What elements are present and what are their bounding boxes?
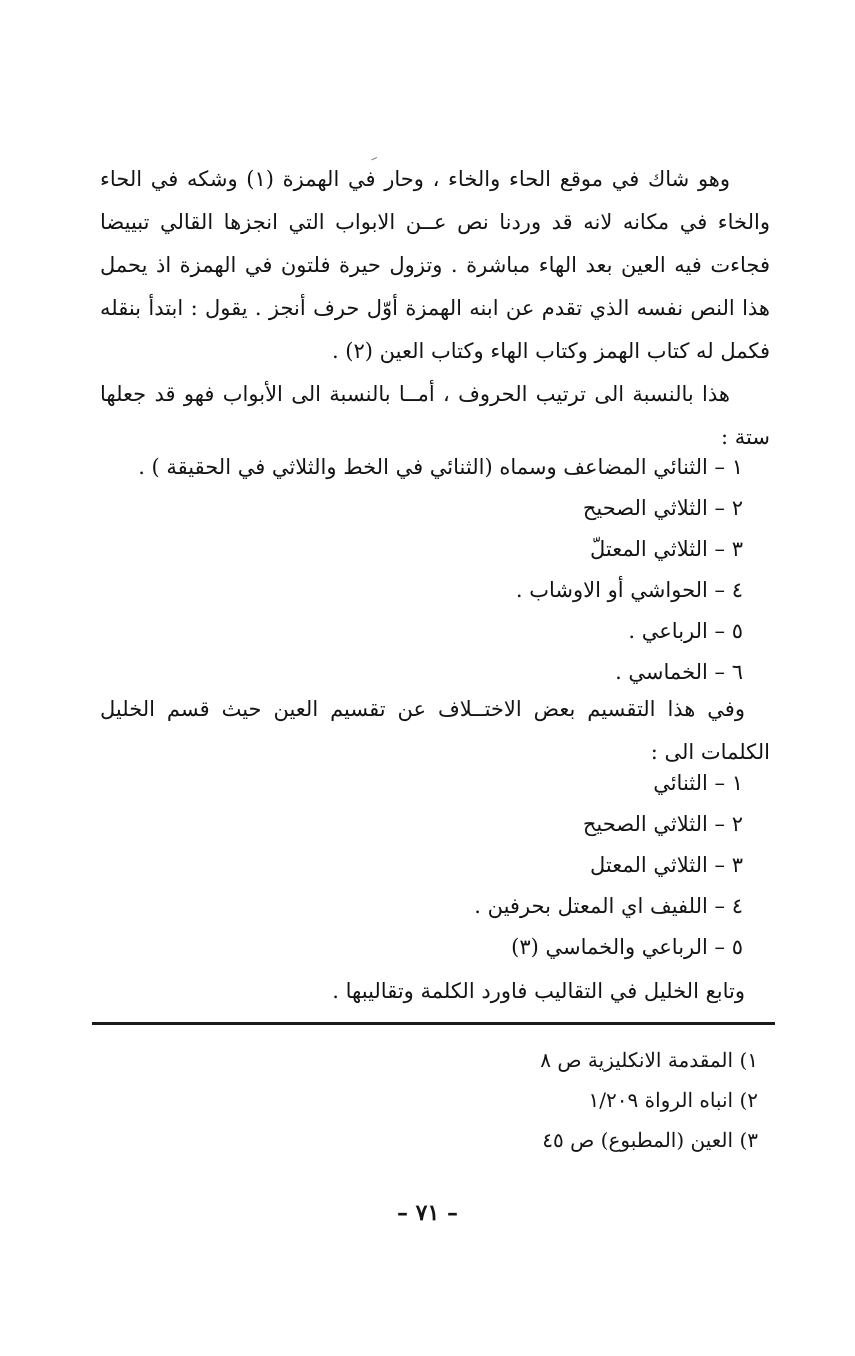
footnote-item: ٢) انباه الرواة ١/٢٠٩ bbox=[588, 1088, 758, 1112]
list-item: ٤ – الحواشي أو الاوشاب . bbox=[515, 578, 743, 602]
list-item: ٤ – اللفيف اي المعتل بحرفين . bbox=[474, 894, 743, 918]
footnote-divider bbox=[92, 1022, 775, 1025]
paragraph-4: وتابع الخليل في التقاليب فاورد الكلمة وتقاليبها . bbox=[332, 979, 745, 1003]
paragraph-3: وفي هذا التقسيم بعض الاختــلاف عن تقسيم العين حيث قسم الخليل الكلمات الى : bbox=[100, 697, 770, 764]
list-item: ٥ – الرباعي . bbox=[628, 619, 743, 643]
word-types-list bbox=[474, 763, 743, 968]
paragraph-2: هذا بالنسبة الى ترتيب الحروف ، أمــا بالنسبة الى الأبواب فهو قد جعلها ستة : bbox=[100, 382, 770, 449]
paragraph-1: وهو شاك في موقع الحاء والخاء ، وحار في الهمزة (١) وشكه في الحاء والخاء في مكانه لانه قد وردنا نص عــن الابواب التي انجزها القالي تبييضا فجاءت فيه العين بعد الهاء مباشرة . وتزول حيرة فلتون في الهمزة اذ يحمل هذا النص نفسه الذي تقدم عن ابنه الهمزة أوّل حرف أنجز . يقول : ابتدأ بنقله فكمل له كتاب الهمز وكتاب الهاء وكتاب العين (٢) . bbox=[100, 167, 770, 363]
list-item: ٥ – الرباعي والخماسي (٣) bbox=[511, 935, 743, 959]
list-item: ٣ – الثلاثي المعتل bbox=[589, 853, 743, 877]
footnotes bbox=[540, 1040, 758, 1160]
footnote-item: ٣) العين (المطبوع) ص ٤٥ bbox=[542, 1128, 758, 1152]
page-number: – ٧١ – bbox=[397, 1200, 458, 1226]
list-item: ٣ – الثلاثي المعتلّ bbox=[589, 537, 743, 561]
footnote-item: ١) المقدمة الانكليزية ص ٨ bbox=[540, 1048, 758, 1072]
list-item: ٢ – الثلاثي الصحيح bbox=[582, 496, 743, 520]
list-item: ١ – الثنائي bbox=[653, 771, 743, 795]
list-item: ١ – الثنائي المضاعف وسماه (الثنائي في الخط والثلاثي في الحقيقة ) . bbox=[138, 455, 743, 479]
list-item: ٦ – الخماسي . bbox=[615, 660, 743, 684]
list-item: ٢ – الثلاثي الصحيح bbox=[582, 812, 743, 836]
chapters-list bbox=[138, 447, 743, 693]
